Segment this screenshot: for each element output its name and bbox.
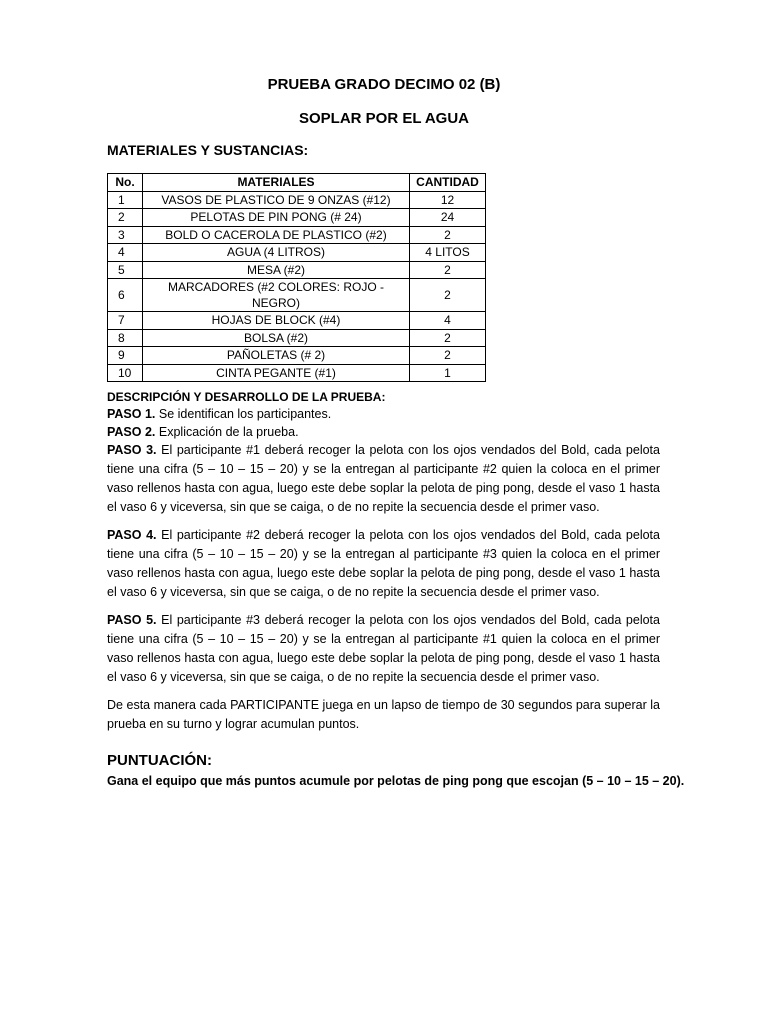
row-material: BOLSA (#2): [143, 329, 410, 347]
table-row: [108, 364, 486, 382]
step-1: [107, 406, 660, 423]
row-quantity: 2: [410, 329, 486, 347]
row-no: 7: [108, 312, 143, 330]
row-no: 5: [108, 261, 143, 279]
row-no: 3: [108, 226, 143, 244]
row-material: CINTA PEGANTE (#1): [143, 364, 410, 382]
row-quantity: 4: [410, 312, 486, 330]
table-header-row: [108, 174, 486, 192]
table-row: [108, 261, 486, 279]
table-row: [108, 312, 486, 330]
row-material: MARCADORES (#2 COLORES: ROJO - NEGRO): [143, 279, 410, 312]
header-no: No.: [108, 174, 143, 192]
step-3: [107, 441, 660, 517]
row-material: HOJAS DE BLOCK (#4): [143, 312, 410, 330]
row-quantity: 1: [410, 364, 486, 382]
document-title: PRUEBA GRADO DECIMO 02 (B): [267, 76, 501, 93]
row-material: BOLD O CACEROLA DE PLASTICO (#2): [143, 226, 410, 244]
row-no: 4: [108, 244, 143, 262]
step-text: El participante #3 deberá recoger la pelota con los ojos vendados del Bold, cada pelota tiene una cifra (5 – 10 – 15 – 20) y se la entregan al participante #1 quien la coloca en el primer vaso rellenos hasta con agua, luego este debe soplar la pelota de ping pong, desde el vaso 1 hasta el vaso 6 y viceversa, sin que se caiga, o de no repite la secuencia desde el primer vaso.: [107, 613, 660, 684]
row-no: 6: [108, 279, 143, 312]
header-quantity: CANTIDAD: [410, 174, 486, 192]
scoring-heading: PUNTUACIÓN:: [107, 752, 212, 769]
scoring-text: Gana el equipo que más puntos acumule por pelotas de ping pong que escojan (5 – 10 – 15 – 20).: [107, 774, 685, 788]
header-materials: MATERIALES: [143, 174, 410, 192]
step-text: Se identifican los participantes.: [155, 407, 332, 421]
materials-heading: MATERIALES Y SUSTANCIAS:: [107, 142, 309, 158]
row-material: PAÑOLETAS (# 2): [143, 347, 410, 365]
row-no: 9: [108, 347, 143, 365]
table-row: [108, 191, 486, 209]
row-quantity: 2: [410, 279, 486, 312]
step-label: PASO 1.: [107, 407, 156, 421]
row-material: MESA (#2): [143, 261, 410, 279]
row-material: VASOS DE PLASTICO DE 9 ONZAS (#12): [143, 191, 410, 209]
row-quantity: 2: [410, 347, 486, 365]
row-quantity: 12: [410, 191, 486, 209]
row-no: 8: [108, 329, 143, 347]
step-4: [107, 526, 660, 602]
step-label: PASO 5.: [107, 613, 157, 627]
row-quantity: 2: [410, 261, 486, 279]
row-material: PELOTAS DE PIN PONG (# 24): [143, 209, 410, 227]
row-no: 1: [108, 191, 143, 209]
step-2: [107, 424, 660, 441]
step-label: PASO 4.: [107, 528, 157, 542]
row-no: 10: [108, 364, 143, 382]
table-row: [108, 244, 486, 262]
document-subtitle: SOPLAR POR EL AGUA: [298, 110, 470, 127]
step-text: Explicación de la prueba.: [155, 425, 299, 439]
step-label: PASO 2.: [107, 425, 156, 439]
row-no: 2: [108, 209, 143, 227]
table-row: [108, 279, 486, 312]
description-heading: DESCRIPCIÓN Y DESARROLLO DE LA PRUEBA:: [107, 390, 386, 404]
step-text: El participante #2 deberá recoger la pelota con los ojos vendados del Bold, cada pelota tiene una cifra (5 – 10 – 15 – 20) y se la entregan al participante #3 quien la coloca en el primer vaso rellenos hasta con agua, luego este debe soplar la pelota de ping pong, desde el vaso 1 hasta el vaso 6 y viceversa, sin que se caiga, o de no repite la secuencia desde el primer vaso.: [107, 528, 660, 599]
row-material: AGUA (4 LITROS): [143, 244, 410, 262]
row-quantity: 4 LITOS: [410, 244, 486, 262]
closing-paragraph: De esta manera cada PARTICIPANTE juega en un lapso de tiempo de 30 segundos para superar la prueba en su turno y lograr acumulan puntos.: [107, 698, 660, 731]
step-text: El participante #1 deberá recoger la pelota con los ojos vendados del Bold, cada pelota tiene una cifra (5 – 10 – 15 – 20) y se la entregan al participante #2 quien la coloca en el primer vaso rellenos hasta con agua, luego este debe soplar la pelota de ping pong, desde el vaso 1 hasta el vaso 6 y viceversa, sin que se caiga, o de no repite la secuencia desde el primer vaso.: [107, 443, 660, 514]
step-label: PASO 3.: [107, 443, 157, 457]
row-quantity: 24: [410, 209, 486, 227]
materials-table: [107, 173, 486, 382]
table-row: [108, 347, 486, 365]
table-row: [108, 209, 486, 227]
row-quantity: 2: [410, 226, 486, 244]
table-row: [108, 226, 486, 244]
table-row: [108, 329, 486, 347]
step-5: [107, 611, 660, 687]
